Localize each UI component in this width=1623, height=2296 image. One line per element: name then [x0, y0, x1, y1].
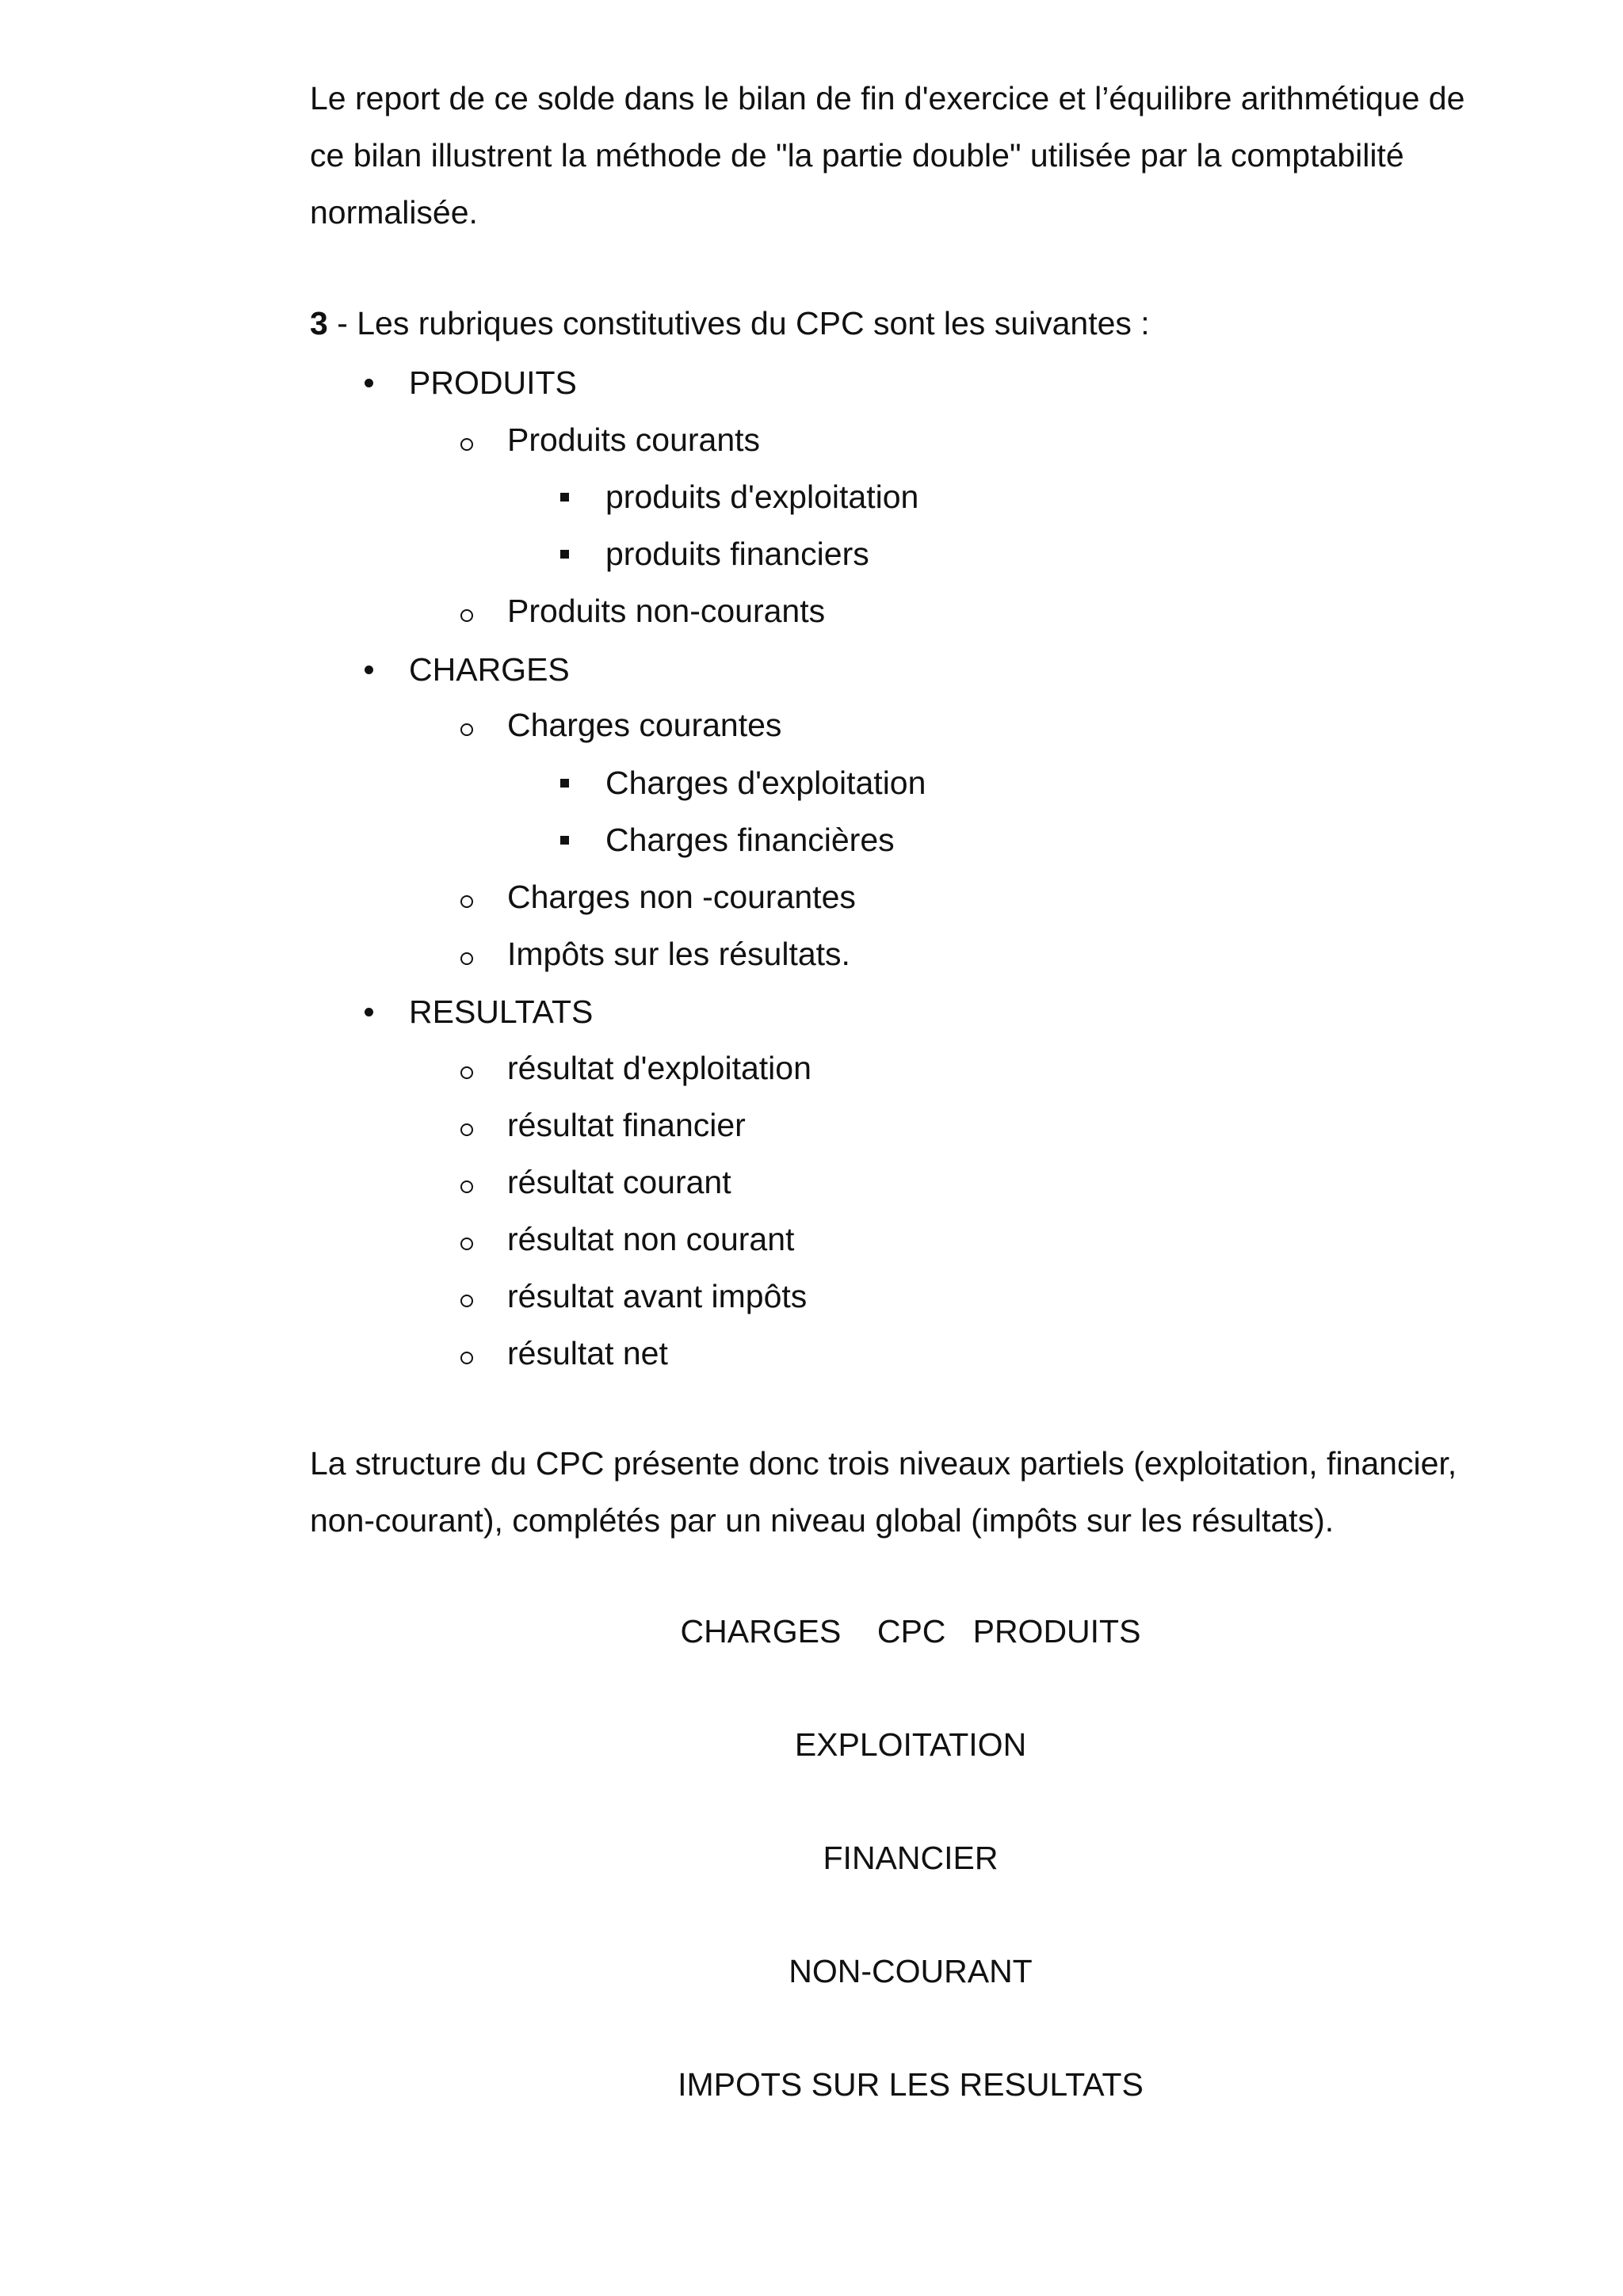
disc-bullet	[365, 1008, 373, 1016]
circle-bullet	[460, 723, 473, 736]
circle-bullet	[460, 1123, 473, 1136]
circle-bullet	[460, 895, 473, 908]
section-3-heading	[310, 303, 1150, 343]
circle-bullet	[460, 438, 473, 451]
list-item-charges-exploitation: Charges d'exploitation	[605, 765, 926, 801]
intro-line-2: ce bilan illustrent la méthode de "la partie double" utilisée par la comptabilité	[310, 137, 1404, 174]
list-item-charges-non-courantes: Charges non -courantes	[507, 879, 856, 915]
list-item-impots: Impôts sur les résultats.	[507, 936, 850, 972]
disc-bullet	[365, 666, 373, 674]
circle-bullet	[460, 1352, 473, 1364]
circle-bullet	[460, 609, 473, 622]
list-item-resultat: résultat financier	[507, 1107, 746, 1143]
square-bullet	[560, 836, 569, 845]
list-item-charges-courantes: Charges courantes	[507, 707, 782, 743]
list-item-resultat: résultat d'exploitation	[507, 1050, 812, 1086]
list-item-resultat: résultat avant impôts	[507, 1278, 808, 1314]
list-item-produits-exploitation: produits d'exploitation	[605, 479, 919, 515]
list-item-resultat: résultat non courant	[507, 1221, 795, 1257]
list-item-resultats: RESULTATS	[409, 994, 594, 1030]
circle-bullet	[460, 1180, 473, 1193]
list-item-resultat: résultat courant	[507, 1164, 731, 1200]
diagram-level-exploitation: EXPLOITATION	[794, 1726, 1027, 1763]
circle-bullet	[460, 1295, 473, 1307]
list-item-produits-non-courants: Produits non-courants	[507, 593, 826, 629]
intro-line-3: normalisée.	[310, 194, 478, 231]
disc-bullet	[365, 379, 373, 387]
list-item-resultat: résultat net	[507, 1335, 668, 1371]
list-item-produits-courants: Produits courants	[507, 421, 761, 458]
intro-line-1: Le report de ce solde dans le bilan de fin d'exercice et l’équilibre arithmétique de	[310, 80, 1465, 116]
square-bullet	[560, 493, 569, 502]
square-bullet	[560, 550, 569, 559]
list-item-charges: CHARGES	[409, 651, 570, 688]
square-bullet	[560, 779, 569, 788]
structure-paragraph	[310, 1435, 1491, 1549]
structure-line-1: La structure du CPC présente donc trois niveaux partiels (exploitation, financier,	[310, 1445, 1457, 1482]
diagram-level-non-courant: NON-COURANT	[789, 1953, 1033, 1989]
section-heading-text: - Les rubriques constitutives du CPC sont les suivantes :	[327, 305, 1150, 341]
list-item-charges-financieres: Charges financières	[605, 822, 895, 858]
structure-line-2: non-courant), complétés par un niveau global (impôts sur les résultats).	[310, 1502, 1335, 1539]
list-item-produits-financiers: produits financiers	[605, 536, 869, 572]
circle-bullet	[460, 952, 473, 965]
diagram-header: CHARGES CPC PRODUITS	[680, 1613, 1141, 1650]
circle-bullet	[460, 1066, 473, 1079]
circle-bullet	[460, 1238, 473, 1250]
list-item-produits: PRODUITS	[409, 364, 577, 401]
intro-paragraph	[310, 70, 1491, 241]
diagram-level-financier: FINANCIER	[823, 1840, 999, 1876]
section-number: 3	[310, 305, 328, 341]
diagram-level-impots: IMPOTS SUR LES RESULTATS	[678, 2066, 1144, 2103]
